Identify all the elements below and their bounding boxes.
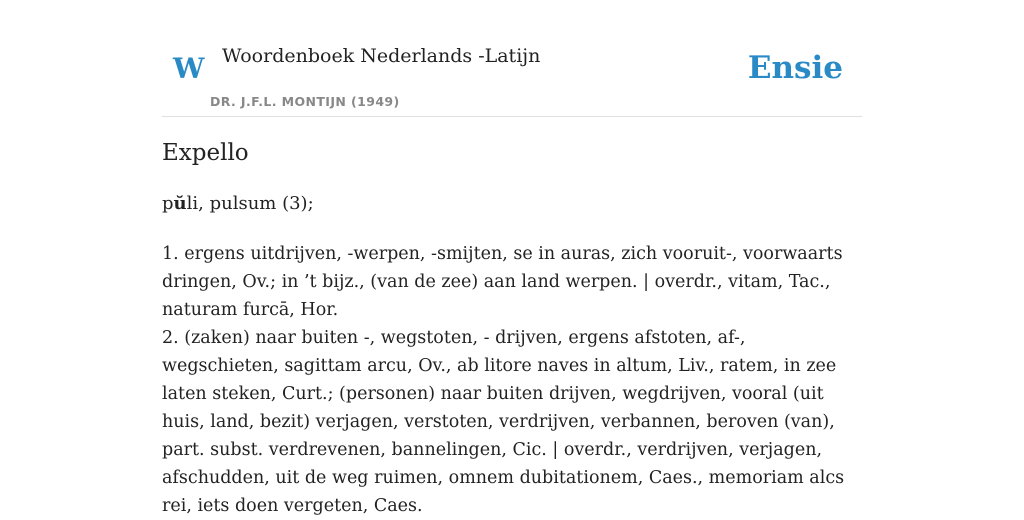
dictionary-author: DR. J.F.L. MONTIJN (1949) — [210, 94, 400, 109]
entry-forms — [162, 193, 314, 214]
dictionary-header — [162, 0, 862, 117]
entry-definition — [162, 240, 862, 520]
entry-title: Expello — [162, 140, 249, 166]
dictionary-title[interactable]: Woordenboek Nederlands -Latijn — [222, 45, 541, 67]
forms-bold-letter: ŭ — [173, 193, 187, 214]
definition-paragraph-1: 1. ergens uitdrijven, -werpen, -smijten, se in auras, zich vooruit-, voorwaarts dringen, Ov.; in ’t bijz., (van de zee) aan land werpen. | overdr., vitam, Tac., naturam furcā, Hor. — [162, 244, 843, 320]
forms-rest: li, pulsum (3); — [186, 193, 314, 214]
dictionary-logo[interactable]: W — [173, 52, 205, 85]
forms-prefix: p — [162, 193, 174, 214]
page-content — [162, 0, 862, 516]
definition-paragraph-2: 2. (zaken) naar buiten -, wegstoten, - drijven, ergens afstoten, af-, wegschieten, sagittam arcu, Ov., ab litore naves in altum, Liv., ratem, in zee laten steken, Curt.; (personen) naar buiten drijven, wegdrijven, vooral (uit huis, land, bezit) verjagen, verstoten, verdrijven, verbannen, beroven (van), part. subst. verdrevenen, bannelingen, Cic. | overdr., verdrijven, verjagen, afschudden, uit de weg ruimen, omnem dubitationem, Caes., memoriam alcs rei, iets doen vergeten, Caes. — [162, 328, 845, 516]
ensie-logo[interactable]: Ensie — [747, 50, 843, 86]
